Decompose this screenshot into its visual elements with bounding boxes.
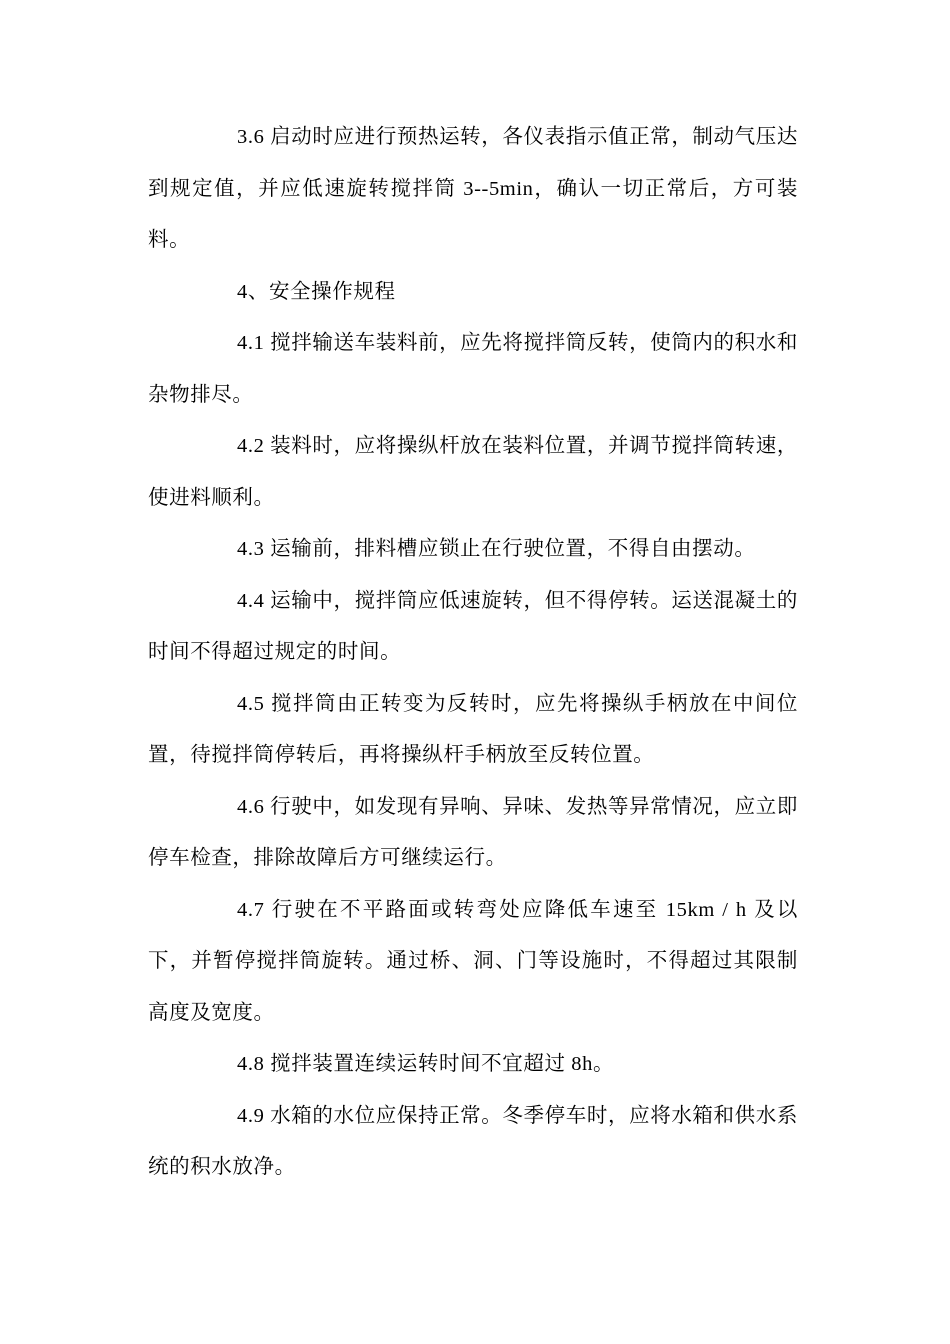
paragraph-4-6: 4.6 行驶中，如发现有异响、异味、发热等异常情况，应立即停车检查，排除故障后方可继续运行。 (148, 795, 798, 869)
section-heading-4: 4、安全操作规程 (237, 280, 396, 303)
paragraph-4-9: 4.9 水箱的水位应保持正常。冬季停车时，应将水箱和供水系统的积水放净。 (148, 1104, 798, 1178)
paragraph-4-5: 4.5 搅拌筒由正转变为反转时，应先将操纵手柄放在中间位置，待搅拌筒停转后，再将操纵杆手柄放至反转位置。 (148, 692, 798, 766)
paragraph-4-7: 4.7 行驶在不平路面或转弯处应降低车速至 15km / h 及以下，并暂停搅拌筒旋转。通过桥、洞、门等设施时，不得超过其限制高度及宽度。 (148, 898, 798, 1024)
paragraph-3-6: 3.6 启动时应进行预热运转，各仪表指示值正常，制动气压达到规定值，并应低速旋转搅拌筒 3--5min，确认一切正常后，方可装料。 (148, 126, 798, 251)
document-body (148, 112, 798, 1194)
paragraph-4-8: 4.8 搅拌装置连续运转时间不宜超过 8h。 (237, 1053, 615, 1075)
paragraph-4-3: 4.3 运输前，排料槽应锁止在行驶位置，不得自由摆动。 (237, 538, 756, 560)
paragraph-4-4: 4.4 运输中，搅拌筒应低速旋转，但不得停转。运送混凝土的时间不得超过规定的时间。 (148, 589, 798, 663)
paragraph-4-2: 4.2 装料时，应将操纵杆放在装料位置，并调节搅拌筒转速，使进料顺利。 (148, 435, 798, 509)
paragraph-4-1: 4.1 搅拌输送车装料前，应先将搅拌筒反转，使筒内的积水和杂物排尽。 (148, 332, 798, 406)
